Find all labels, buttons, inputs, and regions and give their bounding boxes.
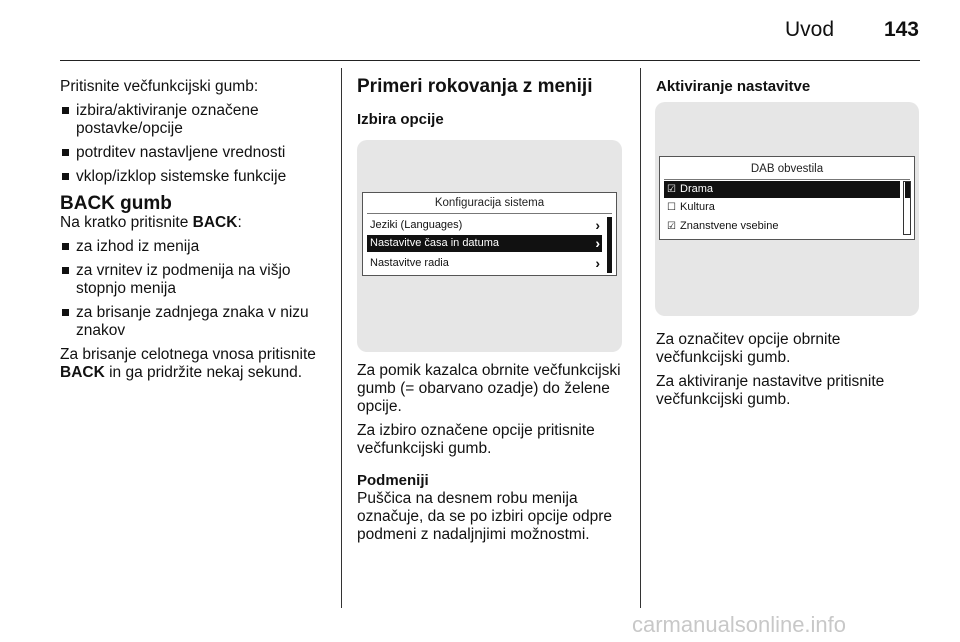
paragraph: Za označitev opcije obrnite večfunkcijski gumb.: [656, 331, 841, 366]
subheading-select-option: Izbira opcije: [357, 111, 444, 128]
list-item: za vrnitev iz podmenija na višjo stopnjo menija: [60, 262, 330, 298]
menu-item: Jeziki (Languages) ›: [370, 217, 600, 233]
subheading-submenus: Podmeniji: [357, 472, 429, 489]
column-2: [357, 77, 627, 129]
title-divider: [664, 179, 910, 180]
paragraph: Za aktiviranje nastavitve pritisnite večfunkcijski gumb.: [656, 373, 885, 408]
checkbox-checked-icon: ☑: [667, 184, 676, 195]
header-divider: [60, 60, 920, 61]
paragraph: Puščica na desnem robu menija označuje, da se po izbiri opcije odpre podmeni z nadaljnjimi možnostmi.: [357, 490, 613, 543]
column-divider-1: [341, 68, 342, 608]
chevron-right-icon: ›: [595, 255, 600, 271]
section-heading: Primeri rokovanja z meniji: [357, 76, 593, 97]
list-item: za brisanje zadnjega znaka v nizu znakov: [60, 304, 330, 340]
option-item: ☐ Kultura: [664, 199, 900, 216]
section-title: Uvod: [784, 18, 834, 41]
scrollbar-thumb: [905, 182, 910, 198]
menu-title: Konfiguracija sistema: [434, 197, 545, 209]
chevron-right-icon: ›: [595, 217, 600, 233]
list-item: za izhod iz menija: [60, 238, 330, 256]
option-item: ☑ Znanstvene vsebine: [664, 218, 900, 235]
bullet-list-1: [60, 102, 330, 186]
menu-screen-illustration: [357, 140, 622, 352]
menu-item-selected: Nastavitve časa in datuma ›: [367, 235, 602, 252]
list-item: izbira/aktiviranje označene postavke/opcije: [60, 102, 330, 138]
dab-panel: [659, 156, 915, 240]
dab-title: DAB obvestila: [750, 163, 824, 175]
checkbox-checked-icon: ☑: [667, 221, 676, 232]
title-divider: [367, 213, 612, 214]
column-2-text: [357, 362, 629, 550]
back-intro: Na kratko pritisnite BACK:: [60, 214, 242, 231]
dab-screen-illustration: [655, 102, 919, 316]
subheading-activate: Aktiviranje nastavitve: [656, 78, 811, 95]
column-3-text: [656, 331, 924, 415]
column-divider-2: [640, 68, 641, 608]
paragraph: Za pomik kazalca obrnite večfunkcijski gumb (= obarvano ozadje) do želene opcije.: [357, 362, 621, 415]
list-item: potrditev nastavljene vrednosti: [60, 144, 330, 162]
option-item-selected: ☑ Drama: [664, 181, 900, 198]
chevron-right-icon: ›: [595, 235, 600, 251]
list-item: vklop/izklop sistemske funkcije: [60, 168, 330, 186]
page-number: 143: [883, 18, 919, 41]
watermark: carmanualsonline.info: [632, 612, 847, 637]
bullet-list-2: [60, 238, 330, 340]
column-3: [656, 78, 924, 96]
intro-text: Pritisnite večfunkcijski gumb:: [60, 78, 259, 95]
scrollbar: [607, 217, 612, 273]
paragraph: Za izbiro označene opcije pritisnite večfunkcijski gumb.: [357, 422, 595, 457]
column-1: [60, 78, 330, 388]
menu-item: Nastavitve radia ›: [370, 255, 600, 271]
closing-text: Za brisanje celotnega vnosa pritisnite BACK in ga pridržite nekaj sekund.: [60, 346, 316, 381]
menu-panel: [362, 192, 617, 276]
checkbox-empty-icon: ☐: [667, 202, 676, 213]
back-heading: BACK gumb: [60, 193, 172, 214]
